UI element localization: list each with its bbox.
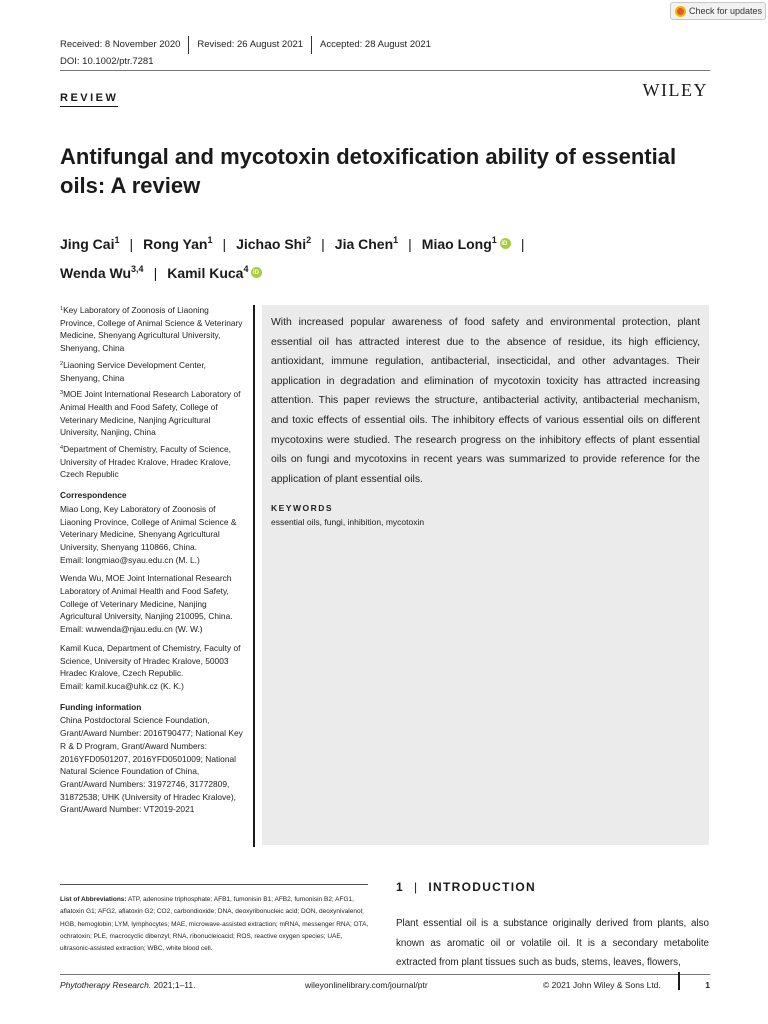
- article-info-sidebar: [60, 303, 246, 819]
- author-list: [60, 228, 710, 286]
- author[interactable]: [236, 236, 311, 252]
- journal-name: Phytotherapy Research.: [60, 980, 152, 990]
- keywords-list: essential oils, fungi, inhibition, mycotoxin: [271, 517, 425, 528]
- crossmark-icon: [675, 6, 686, 17]
- received-date: Received: 8 November 2020: [60, 39, 181, 50]
- author-affiliation-number: 1: [207, 235, 213, 245]
- footer-rule: [60, 974, 710, 975]
- correspondence-email[interactable]: Email: kamil.kuca@uhk.cz (K. K.): [60, 680, 184, 691]
- abstract-box: [262, 305, 709, 845]
- journal-issue: 2021;1–11.: [151, 980, 196, 990]
- abbreviations-footnote: [60, 894, 370, 955]
- affiliation: [60, 387, 246, 439]
- section-number: 1: [396, 880, 404, 894]
- doi[interactable]: DOI: 10.1002/ptr.7281: [60, 56, 154, 67]
- author-affiliation-number: 4: [243, 264, 249, 274]
- author-affiliation-number: 1: [393, 235, 399, 245]
- affiliation: [60, 358, 246, 384]
- author-affiliation-number: 1: [491, 235, 497, 245]
- revised-date: Revised: 26 August 2021: [197, 39, 304, 50]
- author[interactable]: [335, 236, 398, 252]
- author-name: Jichao Shi: [236, 236, 307, 252]
- journal-citation: [60, 980, 195, 990]
- author-separator: |: [321, 236, 325, 252]
- correspondence-address: Wenda Wu, MOE Joint International Research Laboratory of Animal Health and Food Safety, College of Veterinary Medicine, Nanjing Agricultural University, Nanjing 210095, China.: [60, 573, 233, 622]
- author-affiliation-number: 1: [114, 235, 120, 245]
- section-title: INTRODUCTION: [428, 880, 536, 894]
- correspondence-entry: [60, 642, 246, 693]
- copyright: © 2021 John Wiley & Sons Ltd.: [543, 980, 661, 990]
- author-separator: |: [408, 236, 412, 252]
- journal-website-link[interactable]: wileyonlinelibrary.com/journal/ptr: [305, 980, 428, 990]
- affiliations: [60, 303, 246, 481]
- introduction-heading: [396, 880, 536, 894]
- affiliation-text: Key Laboratory of Zoonosis of Liaoning Province, College of Animal Science & Veterinary Medicine, Shenyang Agricultural University, Shenyang, China: [60, 305, 243, 354]
- affiliation: [60, 303, 246, 355]
- author-name: Rong Yan: [143, 236, 208, 252]
- affiliation-number: 1: [60, 306, 64, 312]
- funding-text: China Postdoctoral Science Foundation, Grant/Award Number: 2016T90477; National Key R & D Program, Grant/Award Numbers: 2016YFD0501207, 2016YFD0501009; National Natural Science Foundation of China, Grant/Award Numbers: 31972746, 31772809, 31872538; UHK (University of Hradec Kralove), Grant/Award Number: VT2019-2021: [60, 715, 243, 815]
- correspondence-entry: [60, 572, 246, 636]
- footnote-rule: [60, 884, 368, 885]
- author-name: Jing Cai: [60, 236, 115, 252]
- header-rule: [60, 70, 710, 71]
- publisher-logo[interactable]: WILEY: [642, 80, 708, 100]
- correspondence-email[interactable]: Email: longmiao@syau.edu.cn (M. L.): [60, 554, 200, 565]
- column-divider: [253, 305, 255, 847]
- author-separator: |: [153, 265, 158, 281]
- affiliation-number: 3: [60, 390, 64, 397]
- affiliation-text: Liaoning Service Development Center, Shenyang, China: [60, 359, 206, 383]
- keywords-heading: KEYWORDS: [271, 503, 334, 514]
- author[interactable]: [60, 236, 119, 252]
- author-name: Kamil Kuca: [167, 265, 244, 281]
- correspondence-entry: [60, 503, 246, 567]
- article-title: Antifungal and mycotoxin detoxification ability of essential oils: A review: [60, 144, 677, 198]
- affiliation-number: 4: [60, 445, 64, 452]
- affiliation-number: 2: [60, 360, 64, 367]
- article-dates: [60, 38, 439, 54]
- author[interactable]: [167, 265, 262, 281]
- abbreviations-text: ATP, adenosine triphosphate; AFB1, fumonisin B1; AFB2, fumonisin B2; AFG1, aflatoxin G1; AFG2, aflatoxin G2; CO2, carbondioxide; DNA, deoxyribonucleic acid; DON, deoxynivalenol; HGB, hemoglobin; LYM, lymphocytes; MAE, microwave-assisted extraction; mRNA, messenger RNA; OTA, ochratoxin; PLE, macrocyclic dibenzyl; RNA, ribonucleicacid; ROS, reactive oxygen species; UAE, ultrasonic-assisted extraction; WBC, white blood cell.: [60, 896, 369, 953]
- author-separator: |: [129, 236, 134, 252]
- check-for-updates-button[interactable]: [670, 2, 766, 20]
- section-label: REVIEW: [60, 92, 118, 107]
- correspondence-address: Kamil Kuca, Department of Chemistry, Faculty of Science, University of Hradec Kralove, 50003 Hradec Kralove, Czech Republic.: [60, 642, 241, 679]
- footer-divider: [678, 972, 680, 990]
- page-footer: [60, 980, 710, 994]
- funding-heading: Funding information: [60, 701, 142, 712]
- accepted-date: Accepted: 28 August 2021: [320, 39, 431, 50]
- author-affiliation-number: 3,4: [131, 264, 144, 274]
- author-separator: |: [520, 236, 525, 252]
- author[interactable]: [422, 236, 511, 252]
- correspondence: [60, 503, 246, 693]
- affiliation-text: Department of Chemistry, Faculty of Science, University of Hradec Kralove, Hradec Kralove, Czech Republic: [60, 444, 231, 480]
- author-name: Wenda Wu: [60, 265, 132, 281]
- correspondence-email[interactable]: Email: wuwenda@njau.edu.cn (W. W.): [60, 624, 203, 635]
- author-name: Jia Chen: [334, 236, 394, 252]
- orcid-icon[interactable]: [500, 238, 511, 249]
- affiliation-text: MOE Joint International Research Laboratory of Animal Health and Food Safety, College of Veterinary Medicine, Nanjing Agricultural University, Nanjing, China: [60, 389, 241, 438]
- check-for-updates-label: Check for updates: [689, 6, 763, 16]
- orcid-icon[interactable]: [251, 267, 262, 278]
- author-affiliation-number: 2: [306, 235, 312, 245]
- abbreviations-label: List of Abbreviations:: [60, 896, 127, 903]
- author[interactable]: [143, 236, 212, 252]
- author-separator: |: [222, 236, 227, 252]
- heading-separator: |: [413, 880, 419, 894]
- abstract-text: With increased popular awareness of food safety and environmental protection, plant essential oil has attracted interest due to the absence of residue, its high efficiency, antioxidant, immune regulation, antibacterial, insecticidal, and other advantages. Their application in degradation and elimination of mycotoxin toxicity has attracted increasing attention. This paper reviews the structure, antibacterial activity, antibacterial mechanism, and toxic effects of essential oils. The inhibitory effects of various essential oils on different mycotoxins were studied. The research progress on the inhibitory effects of plant essential oils on fungi and mycotoxins in recent years was summarized to provide reference for the application of plant essential oils.: [271, 317, 700, 485]
- introduction-text: Plant essential oil is a substance originally derived from plants, also known as aromatic oil or volatile oil. It is a secondary metabolite extracted from plant tissues such as buds, stems, leaves, flowers,: [396, 918, 709, 968]
- page-number: 1: [705, 980, 710, 990]
- author[interactable]: [60, 265, 144, 281]
- author-name: Miao Long: [421, 236, 492, 252]
- correspondence-heading: Correspondence: [60, 490, 127, 501]
- correspondence-address: Miao Long, Key Laboratory of Zoonosis of Liaoning Province, College of Animal Science & Veterinary Medicine, Shenyang Agricultural University, Shenyang 110866, China.: [60, 503, 237, 552]
- affiliation: [60, 442, 246, 481]
